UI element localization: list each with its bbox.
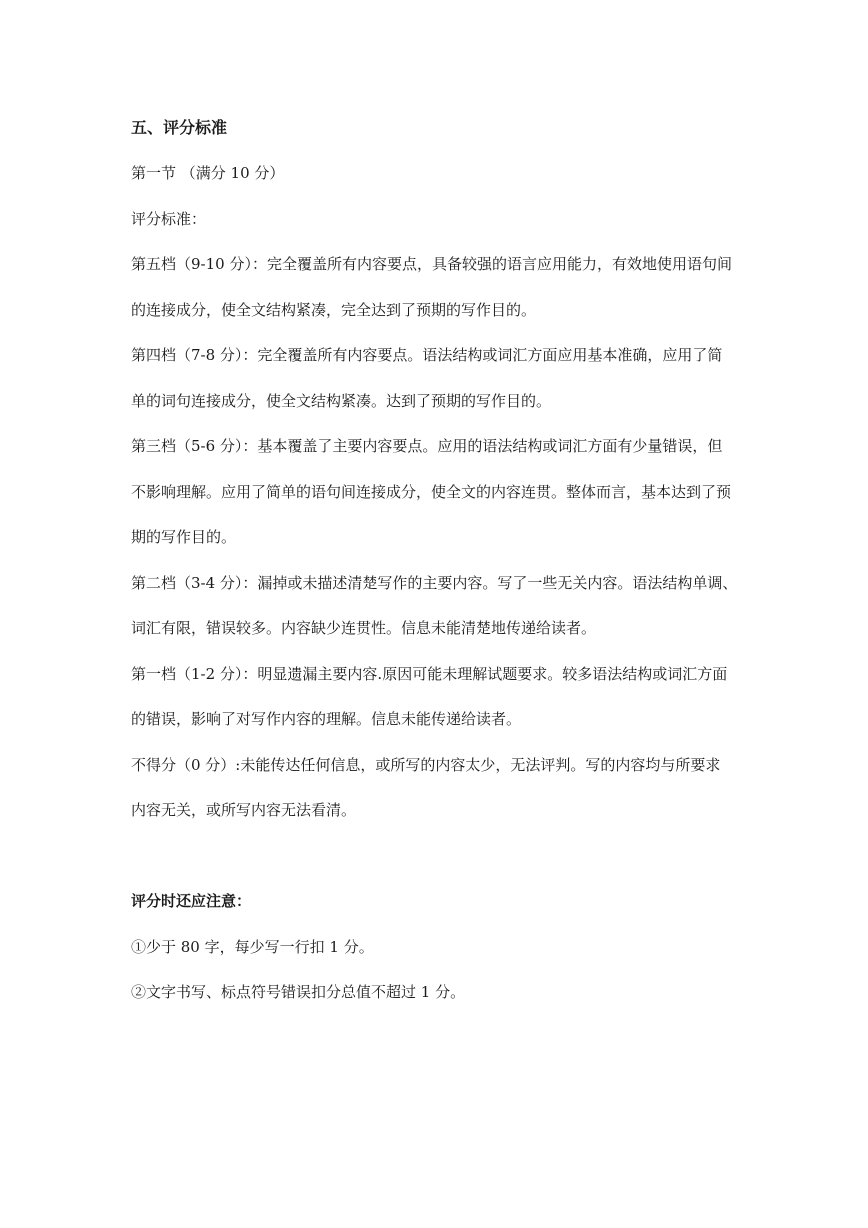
level-line: 第二档（3-4 分）：漏掉或未描述清楚写作的主要内容。写了一些无关内容。语法结构单调、 xyxy=(131,574,738,592)
criteria-label: 评分标准： xyxy=(131,210,207,228)
level-line: 第一档（1-2 分）：明显遗漏主要内容.原因可能未理解试题要求。较多语法结构或词汇方面 xyxy=(131,665,728,683)
notes-title: 评分时还应注意： xyxy=(131,892,252,910)
level-line: 的连接成分，使全文结构紧凑，完全达到了预期的写作目的。 xyxy=(131,301,537,319)
level-line: 不影响理解。应用了简单的语句间连接成分，使全文的内容连贯。整体而言，基本达到了预 xyxy=(131,483,732,501)
level-line: 单的词句连接成分，使全文结构紧凑。达到了预期的写作目的。 xyxy=(131,392,552,410)
section-title: 五、评分标准 xyxy=(131,118,228,137)
level-line: 词汇有限，错误较多。内容缺少连贯性。信息未能清楚地传递给读者。 xyxy=(131,619,597,637)
level-line: 第四档（7-8 分）：完全覆盖所有内容要点。语法结构或词汇方面应用基本准确，应用了简 xyxy=(131,346,723,364)
level-line: 内容无关，或所写内容无法看清。 xyxy=(131,801,357,819)
level-line: 期的写作目的。 xyxy=(131,528,237,546)
level-line: 第三档（5-6 分）：基本覆盖了主要内容要点。应用的语法结构或词汇方面有少量错误，但 xyxy=(131,437,723,455)
note-item: ②文字书写、标点符号错误扣分总值不超过 1 分。 xyxy=(131,983,466,1001)
level-line: 不得分（0 分）:未能传达任何信息，或所写的内容太少，无法评判。写的内容均与所要求 xyxy=(131,756,721,774)
note-item: ①少于 80 字，每少写一行扣 1 分。 xyxy=(131,938,374,956)
level-line: 的错误，影响了对写作内容的理解。信息未能传递给读者。 xyxy=(131,710,522,728)
part-title: 第一节 （满分 10 分） xyxy=(131,164,285,182)
level-line: 第五档（9-10 分）：完全覆盖所有内容要点，具备较强的语言应用能力，有效地使用语句间 xyxy=(131,255,732,273)
